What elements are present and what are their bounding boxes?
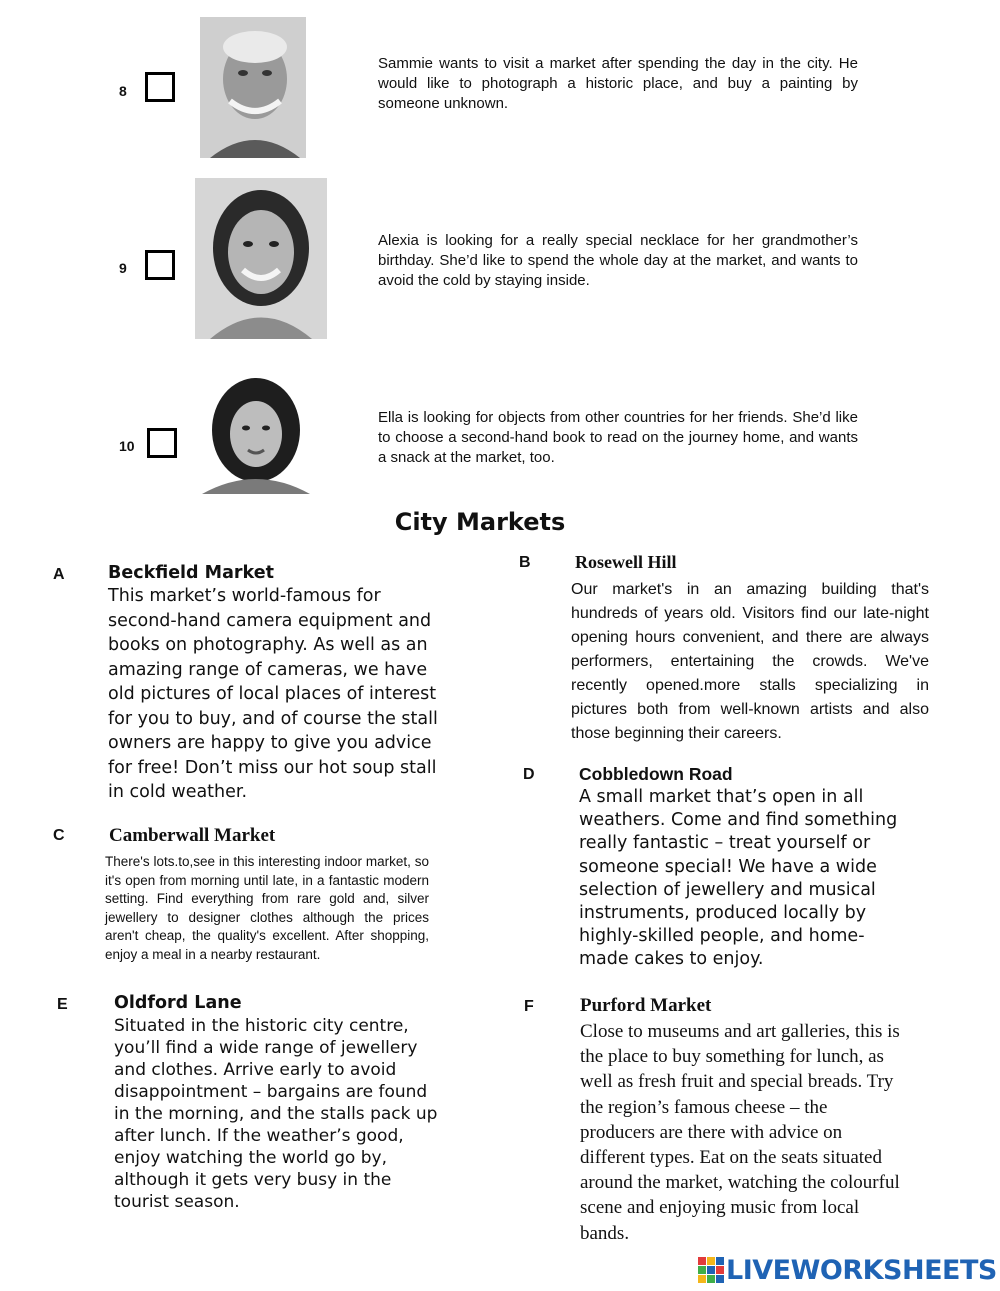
question-number-10: 10	[119, 438, 135, 454]
portrait-icon	[190, 372, 322, 494]
market-name-f: Purford Market	[580, 995, 712, 1016]
market-letter-b: B	[519, 554, 531, 571]
market-letter-e: E	[57, 996, 68, 1013]
market-name-b: Rosewell Hill	[575, 552, 677, 572]
question-text-9: Alexia is looking for a really special necklace for her grandmother’s birthday. She’d like to spend the whole day at the market, and wants to avoid the cold by staying inside.	[378, 232, 858, 289]
market-text-d: A small market that’s open in all weathers. Come and find something really fantastic – treat yourself or someone special! We have a wide selection of jewellery and musical instruments, produced locally by highly-skilled people, and home-made cakes to enjoy.	[579, 787, 898, 970]
market-text-b: Our market's in an amazing building that's hundreds of years old. Visitors find our late-night opening hours convenient, and there are always performers, entertaining the crowds. We've recently opened.more stalls specializing in pictures both from well-known artists and also those beginning their careers.	[571, 581, 929, 742]
market-text-e: Situated in the historic city centre, you’ll find a wide range of jewellery and clothes. Arrive early to avoid disappointment – bargains are found in the morning, and the stalls pack up after lunch. If the weather’s good, enjoy watching the world go by, although it gets very busy in the tourist season.	[114, 1016, 438, 1212]
portrait-icon	[195, 178, 327, 339]
market-letter-f: F	[524, 998, 534, 1015]
photo-ella	[190, 372, 322, 494]
question-number-8: 8	[119, 83, 127, 99]
answer-box-10[interactable]	[147, 428, 177, 458]
logo-icon	[698, 1257, 724, 1283]
page-title: City Markets	[394, 508, 566, 536]
question-number-9: 9	[119, 260, 127, 276]
market-name-e: Oldford Lane	[114, 993, 242, 1013]
market-letter-d: D	[523, 766, 535, 783]
logo-text: LIVEWORKSHEETS	[726, 1254, 997, 1286]
answer-box-8[interactable]	[145, 72, 175, 102]
market-name-d: Cobbledown Road	[579, 764, 733, 784]
photo-alexia	[195, 178, 327, 339]
answer-box-9[interactable]	[145, 250, 175, 280]
market-name-a: Beckfield Market	[108, 563, 274, 583]
portrait-icon	[200, 17, 306, 158]
market-text-c: There's lots.to,see in this interesting indoor market, so it's open from morning until late, in a fantastic modern setting. Find everything from rare gold and, silver jewellery to designer clothes although the prices aren't cheap, the quality's excellent. After shopping, enjoy a meal in a nearby restaurant.	[105, 854, 429, 962]
liveworksheets-logo	[698, 1253, 997, 1287]
question-text-8: Sammie wants to visit a market after spending the day in the city. He would like to photograph a historic place, and buy a painting by someone unknown.	[378, 55, 858, 112]
market-text-f: Close to museums and art galleries, this is the place to buy something for lunch, as well as fresh fruit and special breads. Try the region’s famous cheese – the producers are there with advice on different types. Eat on the seats situated around the market, watching the colourful scene and enjoying music from local bands.	[580, 1021, 900, 1244]
market-text-a: This market’s world-famous for second-hand camera equipment and books on photography. As well as an amazing range of cameras, we have old pictures of local places of interest for you to buy, and of course the stall owners are happy to give you advice for free! Don’t miss our hot soup stall in cold weather.	[108, 586, 438, 802]
market-name-c: Camberwall Market	[109, 825, 276, 846]
market-letter-c: C	[53, 827, 65, 844]
market-letter-a: A	[53, 566, 65, 583]
photo-sammie	[200, 17, 306, 158]
question-text-10: Ella is looking for objects from other countries for her friends. She’d like to choose a second-hand book to read on the journey home, and wants a snack at the market, too.	[378, 409, 858, 466]
